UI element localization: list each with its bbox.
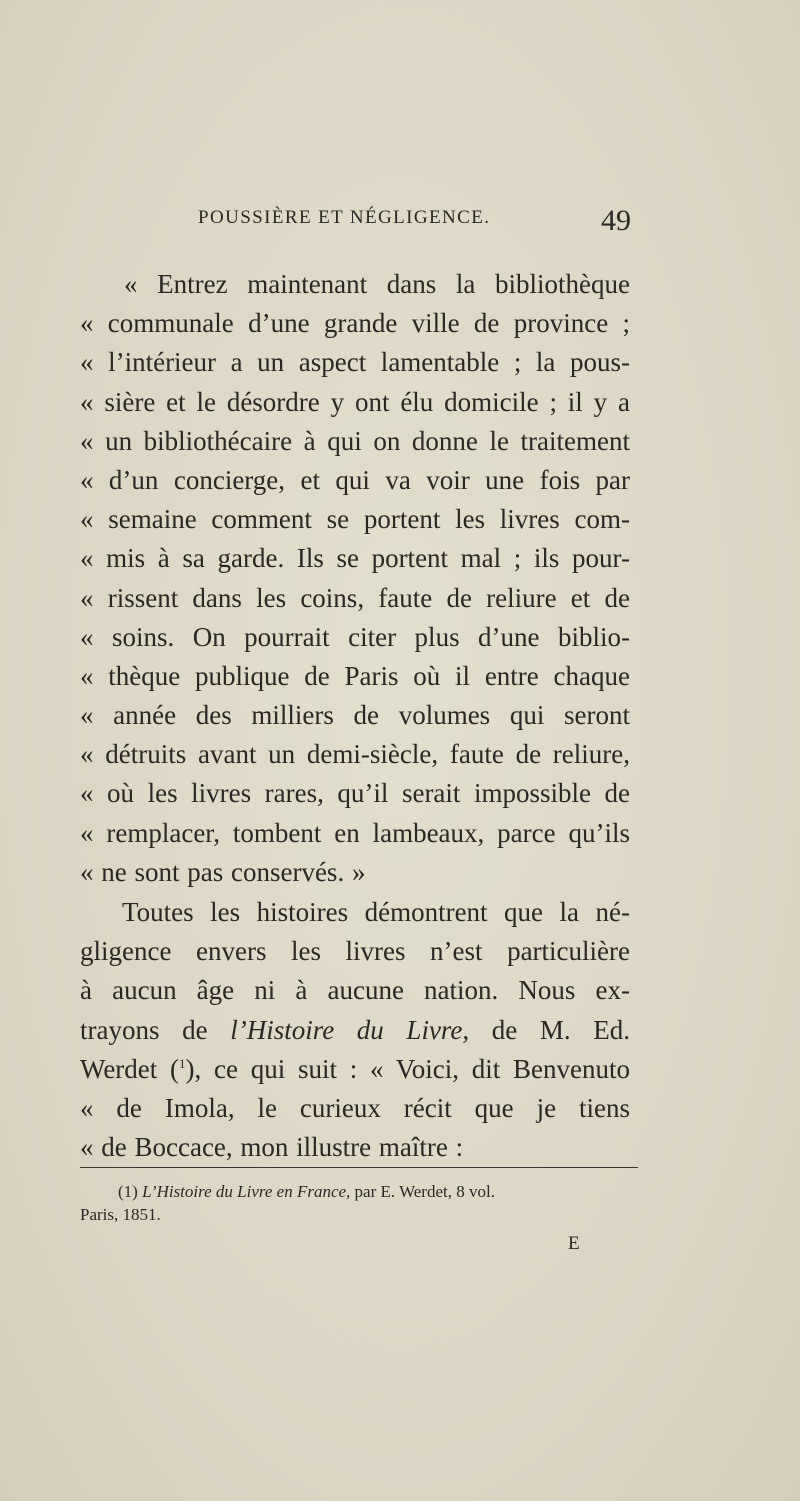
text-line: « communale d’une grande ville de province ;	[80, 308, 630, 339]
text-line: gligence envers les livres n’est particulière	[80, 936, 630, 967]
text-line: « Entrez maintenant dans la bibliothèque	[124, 269, 630, 299]
footnote-book-title: L’Histoire du Livre en France,	[142, 1182, 351, 1201]
text-line: « de Boccace, mon illustre maître :	[80, 1132, 464, 1163]
text-line: « d’un concierge, et qui va voir une fois par	[80, 464, 630, 495]
footnote-text: par E. Werdet, 8 vol.	[350, 1182, 495, 1201]
text-line: « où les livres rares, qu’il serait impossible de	[80, 778, 630, 809]
text-line	[80, 1050, 630, 1089]
text-line: « soins. On pourrait citer plus d’une biblio-	[80, 621, 630, 652]
text-line: « sière et le désordre y ont élu domicile ; il y a	[80, 386, 630, 417]
text-line: « remplacer, tombent en lambeaux, parce qu’ils	[80, 817, 630, 848]
text-line: « année des milliers de volumes qui seront	[80, 700, 630, 731]
text-line: « semaine comment se portent les livres com-	[80, 504, 630, 535]
page-header	[0, 204, 800, 244]
text-line: « de Imola, le curieux récit que je tiens	[80, 1092, 630, 1123]
quoted-passage	[80, 265, 630, 892]
book-title: l’Histoire du Livre,	[230, 1014, 470, 1045]
text-line: à aucun âge ni à aucune nation. Nous ex-	[80, 975, 630, 1006]
text-line: « mis à sa garde. Ils se portent mal ; ils pour-	[80, 543, 630, 574]
text-line: « un bibliothécaire à qui on donne le traitement	[80, 425, 630, 456]
footnote	[80, 1180, 640, 1226]
text-fragment: trayons de	[80, 1014, 231, 1045]
footnote-line	[80, 1180, 640, 1203]
body-paragraph	[80, 893, 630, 1167]
text-line: « détruits avant un demi-siècle, faute de reliure,	[80, 739, 630, 770]
page-number: 49	[601, 204, 631, 237]
text-line: « ne sont pas conservés. »	[80, 856, 366, 887]
footnote-divider	[80, 1167, 638, 1168]
footnote-marker: (1)	[118, 1182, 138, 1201]
footnote-reference[interactable]: 1	[179, 1055, 186, 1071]
signature-mark: E	[568, 1233, 580, 1254]
text-fragment: Werdet (	[80, 1053, 180, 1084]
text-line: Toutes les histoires démontrent que la né-	[122, 897, 630, 927]
footnote-line: Paris, 1851.	[80, 1205, 161, 1224]
text-line: « l’intérieur a un aspect lamentable ; la pous-	[80, 347, 630, 378]
text-line: « rissent dans les coins, faute de reliure et de	[80, 582, 630, 613]
running-title: POUSSIÈRE ET NÉGLIGENCE.	[198, 207, 491, 228]
text-line: « thèque publique de Paris où il entre chaque	[80, 660, 630, 691]
text-line	[80, 1011, 630, 1050]
text-fragment: de M. Ed.	[469, 1014, 631, 1045]
text-fragment: ), ce qui suit : « Voici, dit Benvenuto	[185, 1053, 630, 1084]
